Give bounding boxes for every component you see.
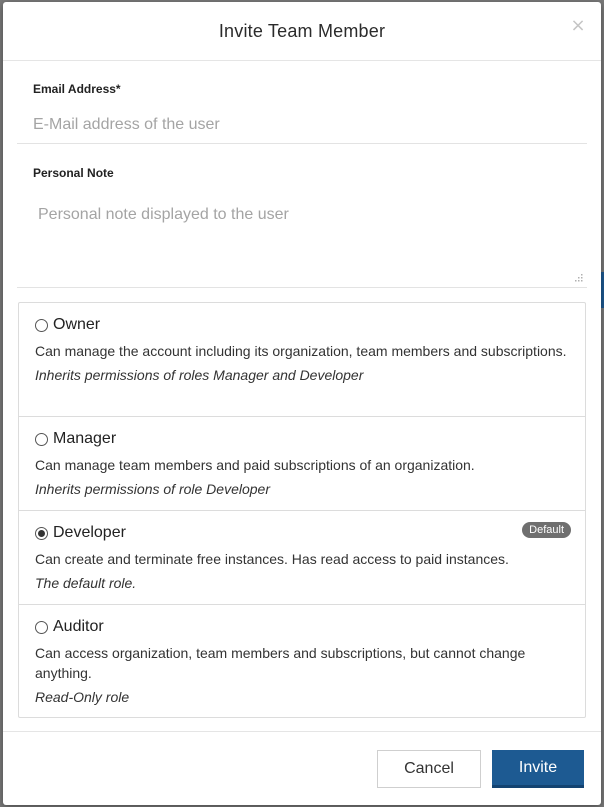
role-list	[18, 302, 586, 718]
note-label: Personal Note	[33, 166, 114, 180]
role-inherits: Read-Only role	[35, 689, 130, 705]
personal-note-textarea[interactable]	[17, 196, 587, 288]
email-input[interactable]	[17, 106, 587, 144]
role-description: Can create and terminate free instances. Has read access to paid instances.	[35, 551, 509, 567]
role-head	[35, 316, 571, 334]
role-manager-radio[interactable]	[35, 433, 48, 446]
role-name: Manager	[53, 430, 117, 447]
role-auditor-radio[interactable]	[35, 621, 48, 634]
role-head	[35, 524, 571, 542]
role-head	[35, 618, 571, 636]
role-inherits: The default role.	[35, 575, 137, 591]
role-name: Auditor	[53, 618, 104, 635]
role-option-auditor[interactable]	[19, 605, 585, 717]
modal-title: Invite Team Member	[218, 21, 386, 41]
modal-footer	[3, 731, 601, 805]
role-name: Developer	[53, 524, 126, 541]
invite-modal	[3, 2, 601, 805]
role-option-owner[interactable]	[19, 303, 585, 417]
role-inherits: Inherits permissions of roles Manager and Developer	[35, 367, 364, 383]
email-label: Email Address*	[33, 82, 121, 96]
role-owner-radio[interactable]	[35, 319, 48, 332]
role-name: Owner	[53, 316, 101, 333]
role-inherits: Inherits permissions of role Developer	[35, 481, 270, 497]
role-option-developer[interactable]	[19, 511, 585, 605]
role-description: Can access organization, team members and subscriptions, but cannot change anything.	[35, 645, 526, 681]
cancel-button[interactable]: Cancel	[377, 750, 481, 788]
default-badge: Default	[522, 522, 571, 538]
modal-header	[3, 2, 601, 61]
role-description: Can manage team members and paid subscriptions of an organization.	[35, 457, 475, 473]
role-head	[35, 430, 571, 448]
role-developer-radio[interactable]	[35, 527, 48, 540]
close-icon[interactable]: ×	[570, 15, 586, 36]
role-option-manager[interactable]	[19, 417, 585, 511]
resize-grip-icon[interactable]	[573, 272, 583, 282]
role-description: Can manage the account including its organization, team members and subscriptions.	[35, 343, 567, 359]
invite-button[interactable]: Invite	[492, 750, 584, 788]
